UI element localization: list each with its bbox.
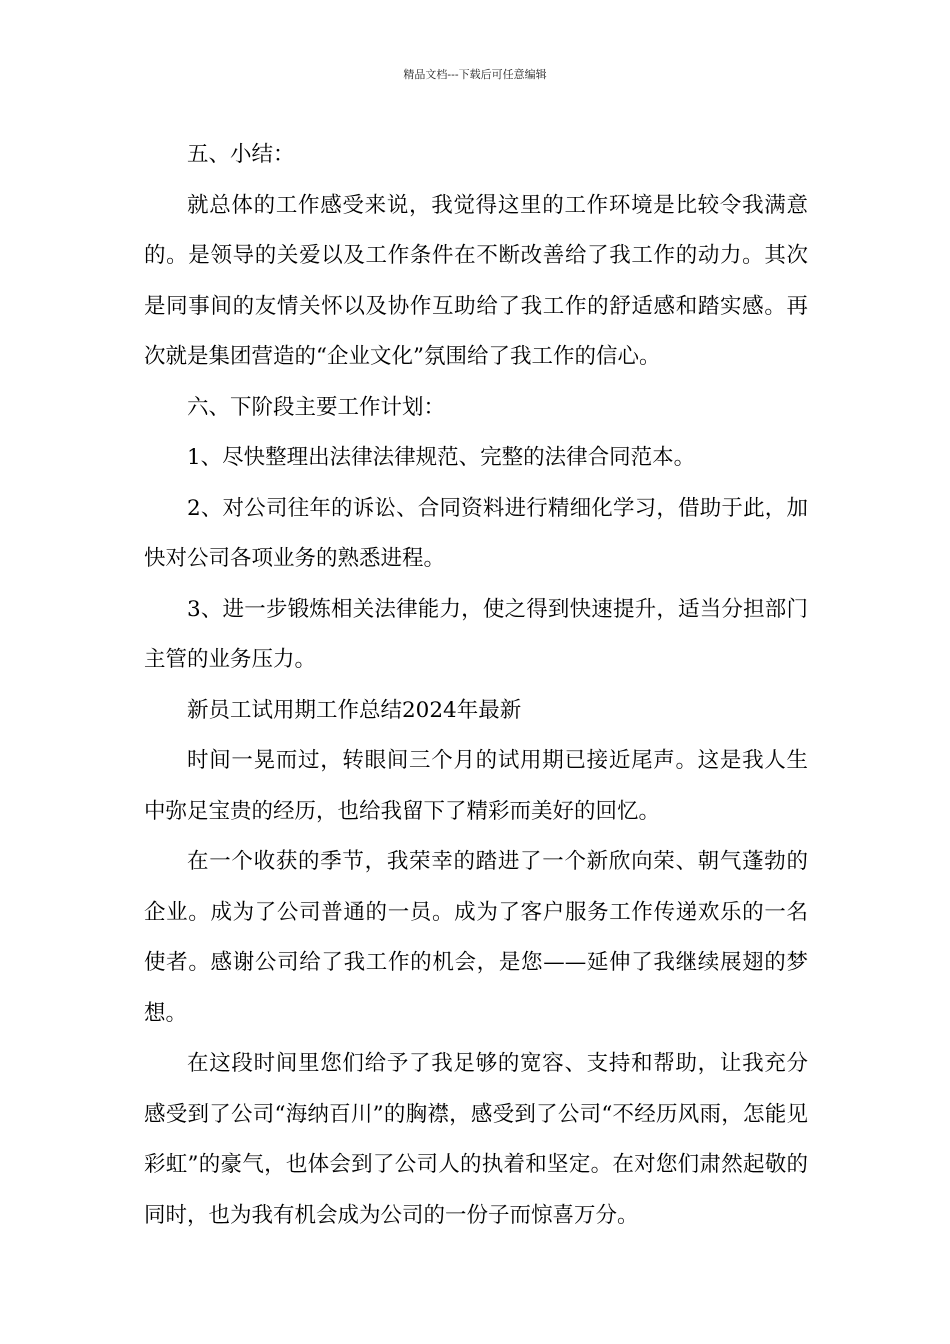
section-heading-plan: 六、下阶段主要工作计划： [187,394,446,420]
page-header: 精品文档---下载后可任意编辑 [403,68,547,81]
paragraph-summary: 就总体的工作感受来说，我觉得这里的工作环境是比较令我满意的。是领导的关爱以及工作条件在不断改善给了我工作的动力。其次是同事间的友情关怀以及协作互助给了我工作的舒适感和踏实感。再次就是集团营造的“企业文化”氛围给了我工作的信心。 [144,192,808,369]
paragraph-intro: 时间一晃而过，转眼间三个月的试用期已接近尾声。这是我人生中弥足宝贵的经历，也给我留下了精彩而美好的回忆。 [144,748,808,824]
paragraph-joining: 在一个收获的季节，我荣幸的踏进了一个新欣向荣、朝气蓬勃的企业。成为了公司普通的一员。成为了客户服务工作传递欢乐的一名使者。感谢公司给了我工作的机会，是您——延伸了我继续展翅的梦想。 [144,849,808,1026]
plan-item-1: 1、尽快整理出法律法律规范、完整的法律合同范本。 [187,445,696,470]
section-heading-summary: 五、小结： [187,142,295,167]
article-title: 新员工试用期工作总结2024年最新 [187,697,522,723]
paragraph-gratitude: 在这段时间里您们给予了我足够的宽容、支持和帮助，让我充分感受到了公司“海纳百川”的胸襟，感受到了公司“不经历风雨，怎能见彩虹”的豪气，也体会到了公司人的执着和坚定。在对您们肃然起敬的同时，也为我有机会成为公司的一份子而惊喜万分。 [144,1051,808,1228]
plan-item-3: 3、进一步锻炼相关法律能力，使之得到快速提升，适当分担部门主管的业务压力。 [144,596,808,672]
plan-item-2: 2、对公司往年的诉讼、合同资料进行精细化学习，借助于此，加快对公司各项业务的熟悉进程。 [144,495,808,571]
document-body [144,130,808,1241]
